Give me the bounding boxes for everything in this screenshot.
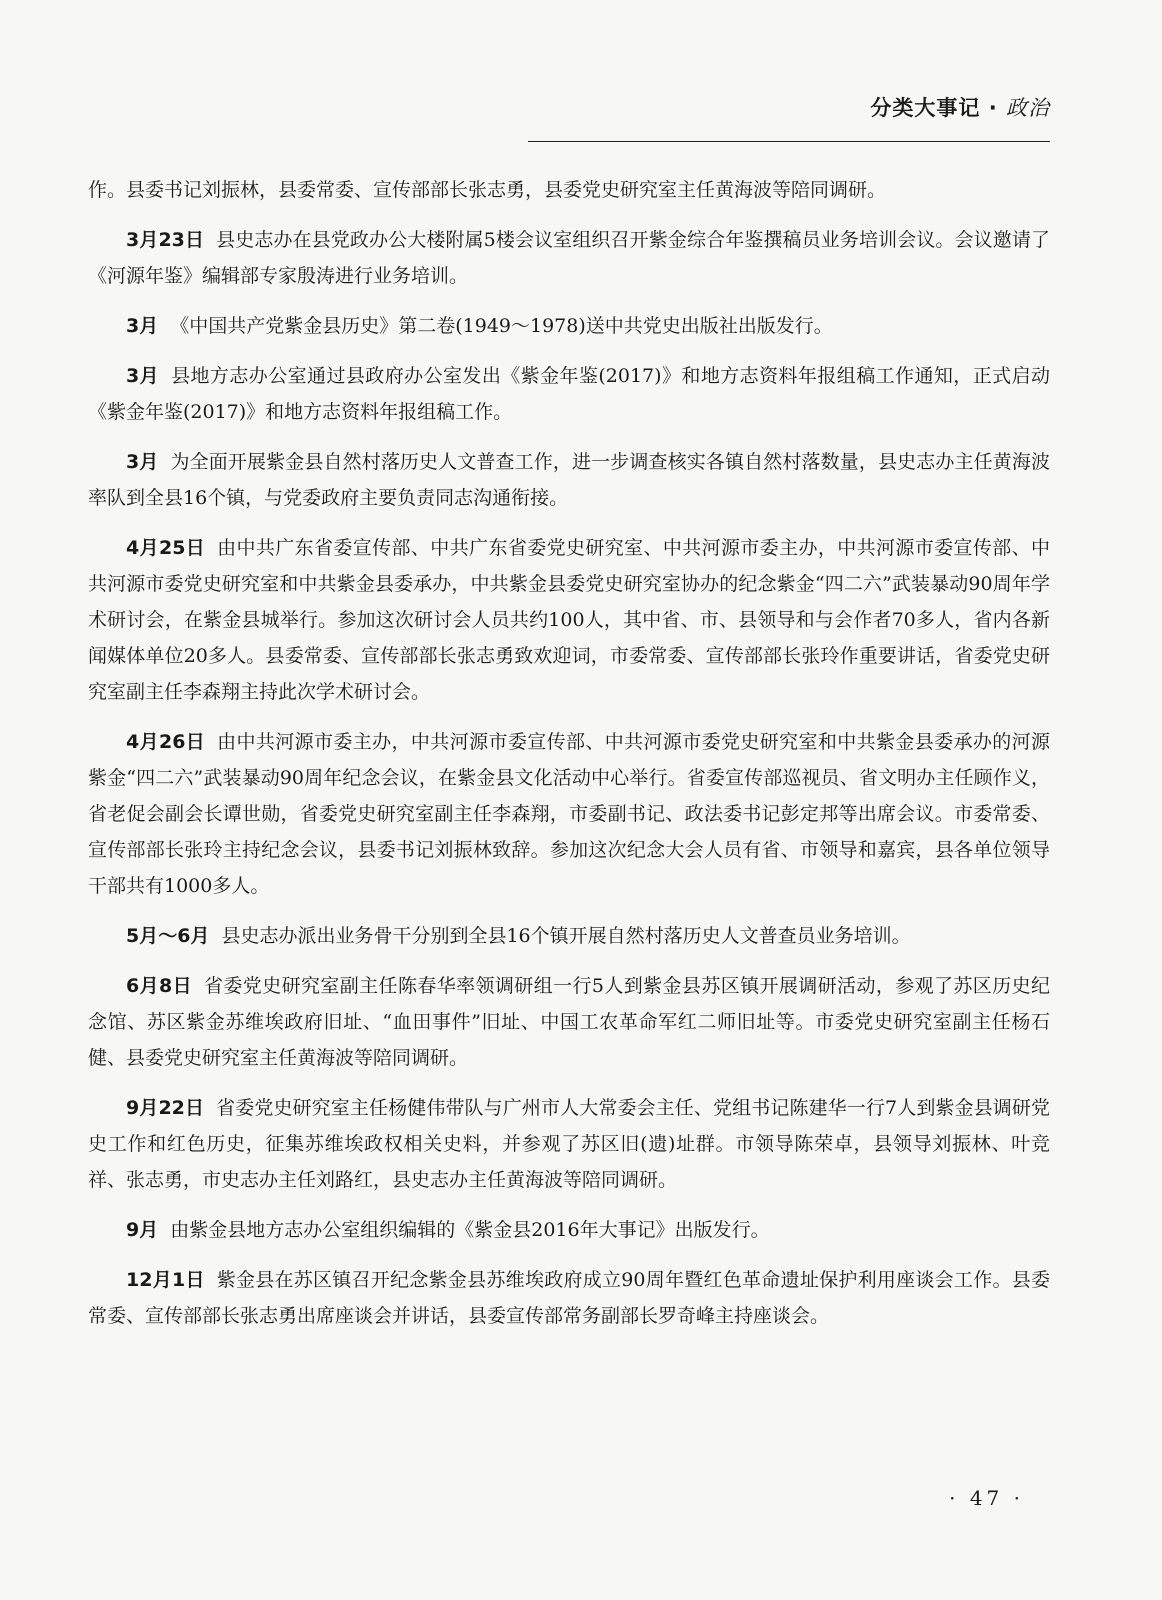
event-paragraph (88, 308, 1050, 344)
header-dot: · (988, 96, 998, 120)
event-date: 5月～6月 (126, 925, 210, 947)
event-paragraph (88, 1212, 1050, 1248)
event-text: 省委党史研究室副主任陈春华率领调研组一行5人到紫金县苏区镇开展调研活动，参观了苏区历史纪念馆、苏区紫金苏维埃政府旧址、“血田事件”旧址、中国工农革命军红二师旧址等。市委党史研究室副主任杨石健、县委党史研究室主任黄海波等陪同调研。 (88, 975, 1050, 1069)
event-text: 由中共广东省委宣传部、中共广东省委党史研究室、中共河源市委主办，中共河源市委宣传部、中共河源市委党史研究室和中共紫金县委承办，中共紫金县委党史研究室协办的纪念紫金“四二六”武装暴动90周年学术研讨会，在紫金县城举行。参加这次研讨会人员共约100人，其中省、市、县领导和与会作者70多人，省内各新闻媒体单位20多人。县委常委、宣传部部长张志勇致欢迎词，市委常委、宣传部部长张玲作重要讲话，省委党史研究室副主任李森翔主持此次学术研讨会。 (88, 537, 1050, 703)
header-subtitle: 政治 (1006, 96, 1050, 120)
event-text: 《中国共产党紫金县历史》第二卷(1949～1978)送中共党史出版社出版发行。 (170, 315, 833, 337)
event-paragraph (88, 358, 1050, 430)
event-date: 4月25日 (126, 537, 206, 559)
event-text: 县史志办在县党政办公大楼附属5楼会议室组织召开紫金综合年鉴撰稿员业务培训会议。会议邀请了《河源年鉴》编辑部专家殷涛进行业务培训。 (88, 229, 1050, 287)
event-paragraph (88, 530, 1050, 710)
event-text: 县地方志办公室通过县政府办公室发出《紫金年鉴(2017)》和地方志资料年报组稿工作通知，正式启动《紫金年鉴(2017)》和地方志资料年报组稿工作。 (88, 365, 1050, 423)
event-text: 由中共河源市委主办，中共河源市委宣传部、中共河源市委党史研究室和中共紫金县委承办的河源紫金“四二六”武装暴动90周年纪念会议，在紫金县文化活动中心举行。省委宣传部巡视员、省文明办主任顾作义，省老促会副会长谭世勋，省委党史研究室副主任李森翔，市委副书记、政法委书记彭定邦等出席会议。市委常委、宣传部部长张玲主持纪念会议，县委书记刘振林致辞。参加这次纪念大会人员有省、市领导和嘉宾，县各单位领导干部共有1000多人。 (88, 731, 1050, 897)
event-date: 3月 (126, 315, 159, 337)
event-text: 县史志办派出业务骨干分别到全县16个镇开展自然村落历史人文普查员业务培训。 (221, 925, 911, 947)
event-paragraph (88, 1262, 1050, 1334)
event-paragraph (88, 444, 1050, 516)
event-date: 12月1日 (126, 1269, 205, 1291)
event-paragraph (88, 724, 1050, 904)
event-date: 3月 (126, 365, 160, 387)
event-date: 6月8日 (126, 975, 193, 997)
page-body (88, 172, 1050, 1348)
event-text: 由紫金县地方志办公室组织编辑的《紫金县2016年大事记》出版发行。 (170, 1219, 770, 1241)
header-title: 分类大事记 (870, 96, 981, 120)
event-paragraph (88, 1090, 1050, 1198)
event-paragraph (88, 172, 1050, 208)
event-paragraph (88, 968, 1050, 1076)
event-date: 4月26日 (126, 731, 206, 753)
event-paragraph (88, 222, 1050, 294)
event-date: 3月23日 (126, 229, 205, 251)
event-text: 紫金县在苏区镇召开纪念紫金县苏维埃政府成立90周年暨红色革命遗址保护利用座谈会工作。县委常委、宣传部部长张志勇出席座谈会并讲话，县委宣传部常务副部长罗奇峰主持座谈会。 (88, 1269, 1050, 1327)
event-date: 3月 (126, 451, 159, 473)
event-text: 省委党史研究室主任杨健伟带队与广州市人大常委会主任、党组书记陈建华一行7人到紫金县调研党史工作和红色历史，征集苏维埃政权相关史料，并参观了苏区旧(遗)址群。市领导陈荣卓，县领导刘振林、叶竞祥、张志勇，市史志办主任刘路红，县史志办主任黄海波等陪同调研。 (88, 1097, 1050, 1191)
event-text: 为全面开展紫金县自然村落历史人文普查工作，进一步调查核实各镇自然村落数量，县史志办主任黄海波率队到全县16个镇，与党委政府主要负责同志沟通衔接。 (88, 451, 1050, 509)
event-date: 9月 (126, 1219, 159, 1241)
running-header (870, 92, 1050, 122)
event-date: 9月22日 (126, 1097, 205, 1119)
page-number: · 47 · (949, 1486, 1024, 1510)
header-rule (528, 141, 1050, 142)
event-paragraph (88, 918, 1050, 954)
event-text: 作。县委书记刘振林，县委常委、宣传部部长张志勇，县委党史研究室主任黄海波等陪同调研。 (88, 179, 887, 201)
